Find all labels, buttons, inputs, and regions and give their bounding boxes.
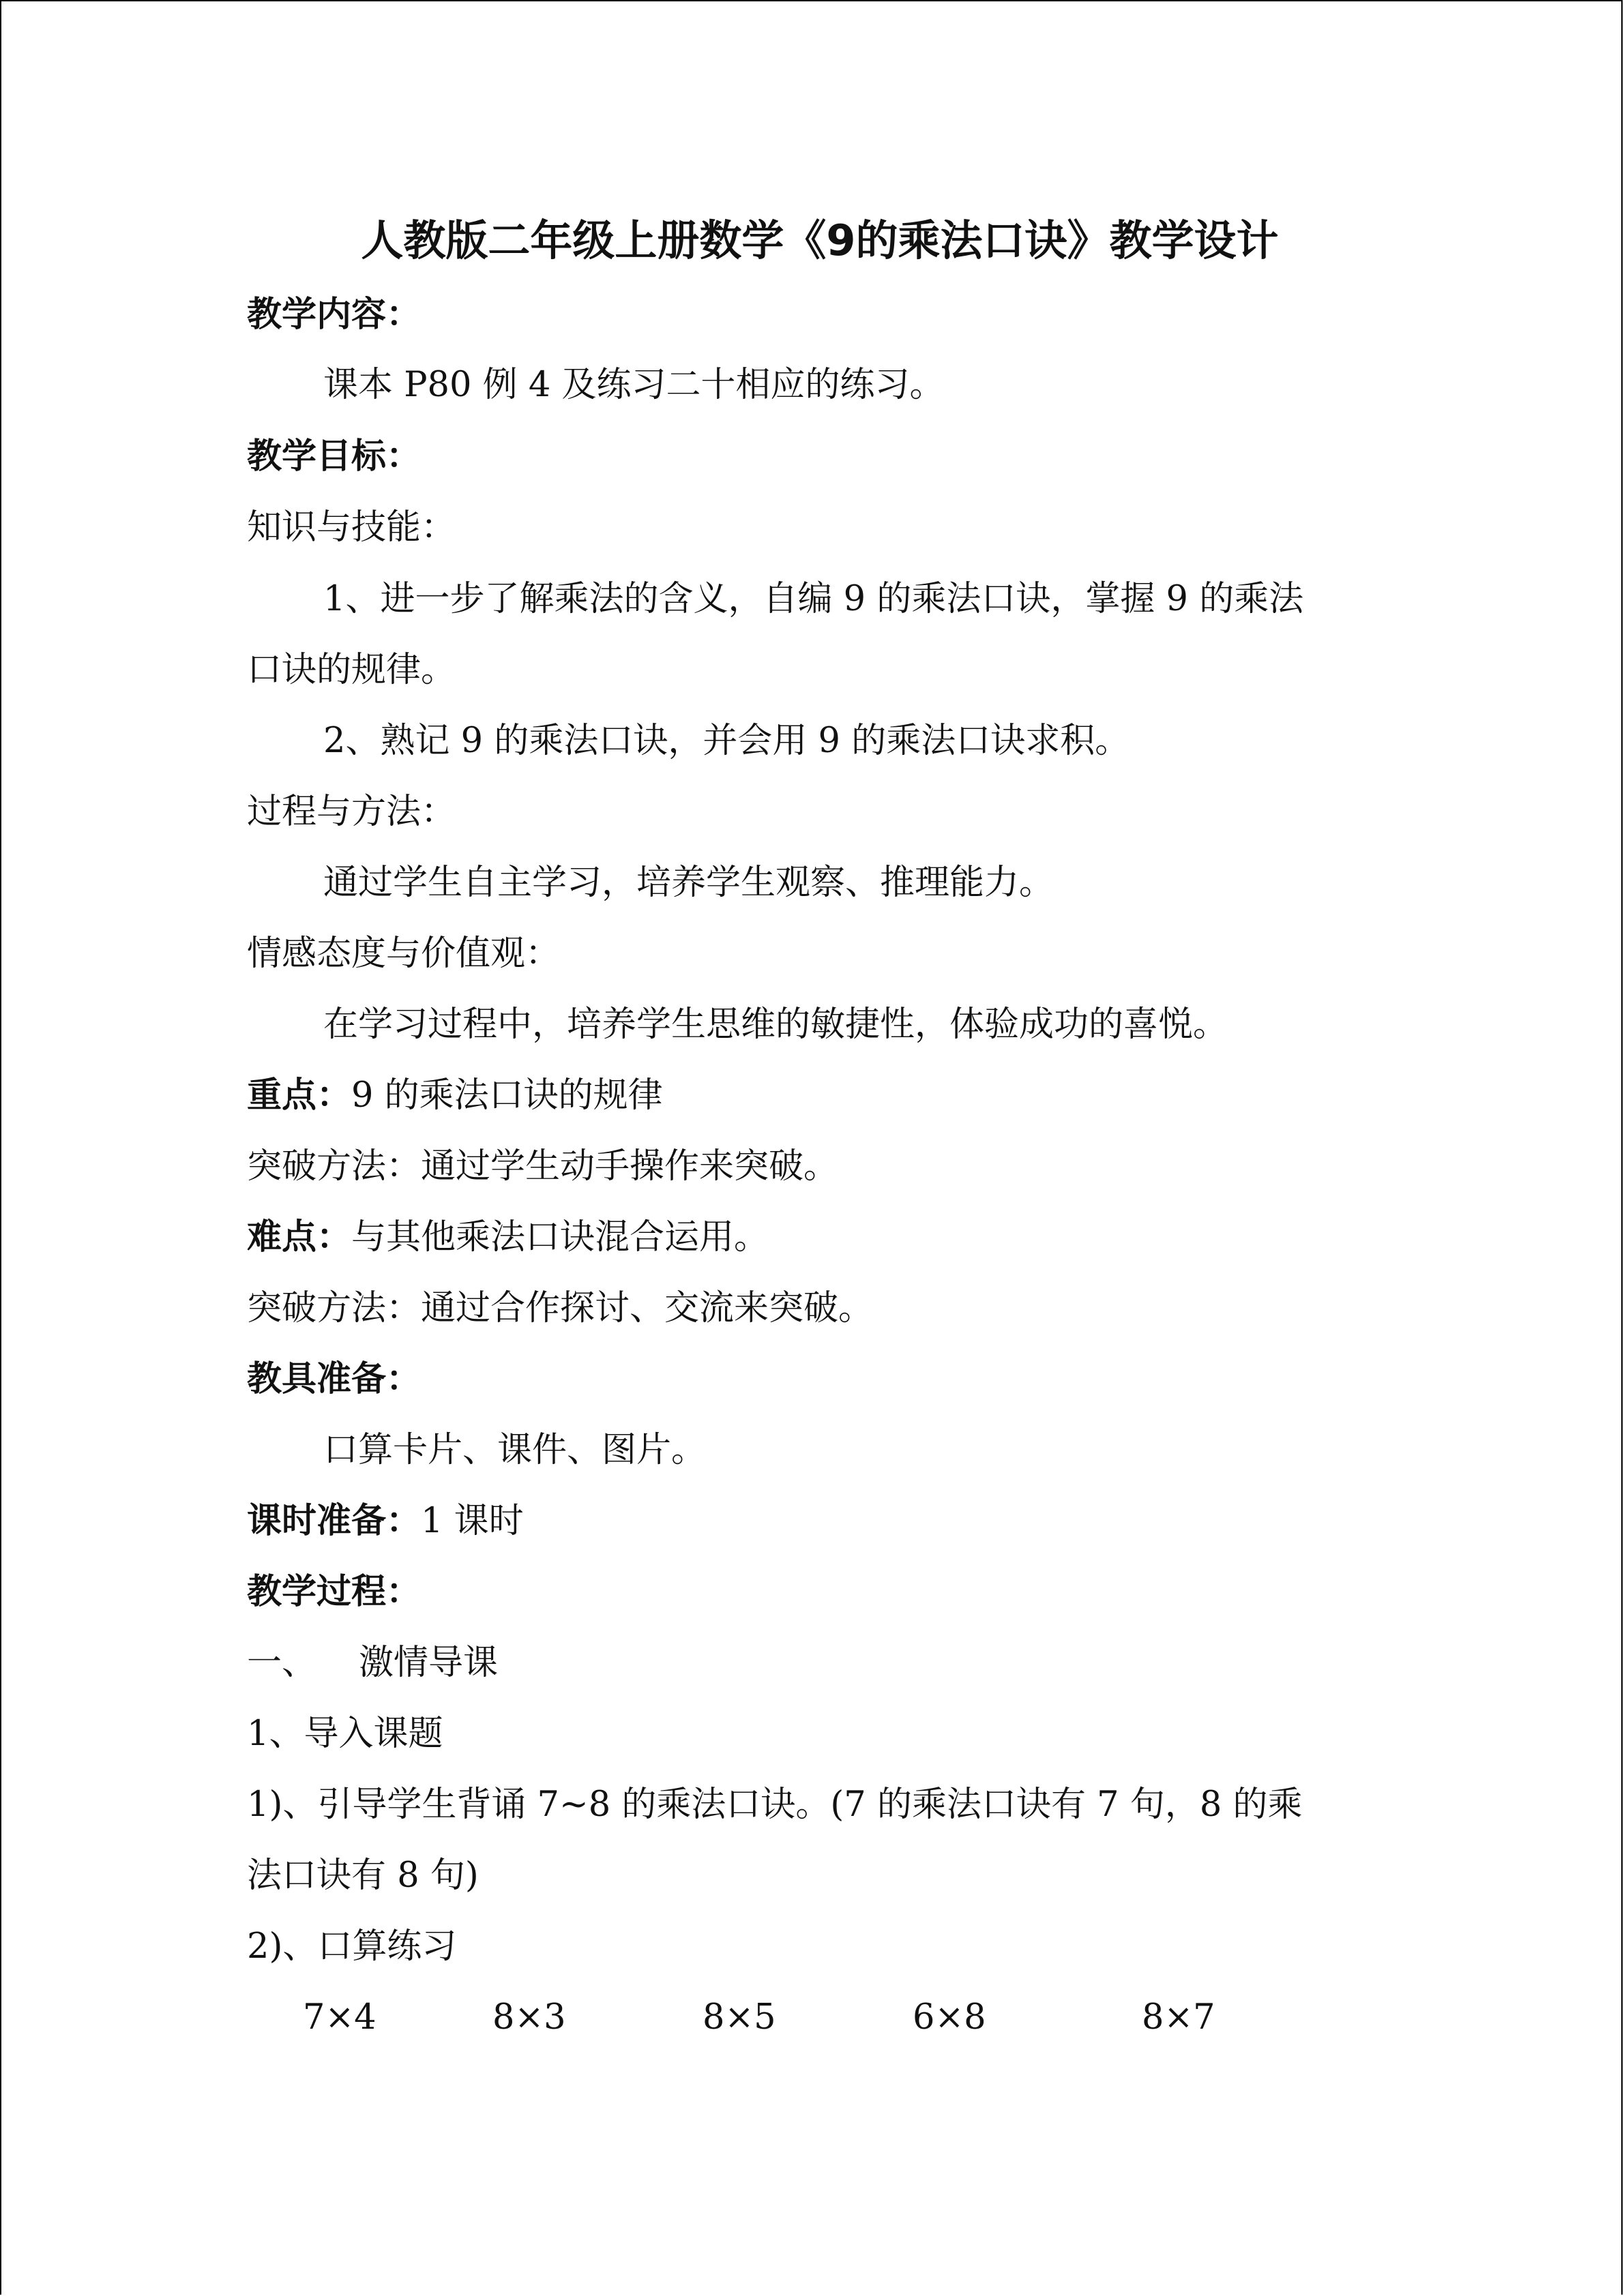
knowledge-item-2: 2、熟记 9 的乘法口诀，并会用 9 的乘法口诀求积。 [323,721,1130,761]
calc-item-2: 8×3 [492,1997,566,2038]
difficulty-point [247,1217,769,1258]
time-prep [247,1501,524,1542]
key-point-label: 重点： [247,1075,352,1116]
knowledge-item-1-line-2: 口诀的规律。 [247,650,456,690]
emotion-text: 在学习过程中，培养学生思维的敏捷性，体验成功的喜悦。 [323,1004,1228,1045]
goals-heading [247,436,421,477]
key-point-text: 9 的乘法口诀的规律 [351,1075,663,1116]
difficulty-point-method: 突破方法：通过合作探讨、交流来突破。 [247,1288,874,1328]
knowledge-heading: 知识与技能： [247,507,456,548]
goals-heading-label: 教学目标： [247,436,422,477]
process-main-heading [247,1572,421,1613]
tools-text: 口算卡片、课件、图片。 [323,1430,707,1470]
content-heading [247,295,421,336]
knowledge-item-1-line-1: 1、进一步了解乘法的含义，自编 9 的乘法口诀，掌握 9 的乘法 [323,579,1304,619]
step-1: 1、导入课题 [247,1714,443,1754]
calc-item-1: 7×4 [303,1997,377,2038]
content-text: 课本 P80 例 4 及练习二十相应的练习。 [323,365,945,405]
difficulty-point-label: 难点： [247,1217,352,1257]
calc-item-3: 8×5 [703,1997,776,2038]
step-one-text: 激情导课 [359,1643,499,1683]
calc-item-4: 6×8 [913,1997,986,2038]
difficulty-point-text: 与其他乘法口诀混合运用。 [351,1217,769,1257]
calc-row [247,1997,1393,2038]
tools-heading-label: 教具准备： [247,1359,422,1399]
step-1-1-line-1: 1)、引导学生背诵 7~8 的乘法口诀。(7 的乘法口诀有 7 句，8 的乘 [247,1785,1303,1825]
step-1-2: 2)、口算练习 [247,1926,457,1967]
step-one [247,1643,498,1684]
document-title: 人教版二年级上册数学《9的乘法口诀》教学设计 [361,215,1279,265]
step-1-1-line-2: 法口诀有 8 句) [247,1855,479,1896]
process-text: 通过学生自主学习，培养学生观察、推理能力。 [323,863,1054,903]
time-prep-text: 1 课时 [421,1501,524,1541]
tools-heading [247,1359,421,1400]
process-main-heading-label: 教学过程： [247,1572,422,1612]
key-point-method: 突破方法：通过学生动手操作来突破。 [247,1146,839,1187]
calc-item-5: 8×7 [1142,1997,1215,2038]
content-heading-label: 教学内容： [247,295,422,335]
step-one-number: 一、 [247,1643,317,1683]
process-heading: 过程与方法： [247,792,456,832]
emotion-heading: 情感态度与价值观： [247,934,561,974]
time-prep-label: 课时准备： [247,1501,422,1541]
key-point [247,1075,663,1116]
